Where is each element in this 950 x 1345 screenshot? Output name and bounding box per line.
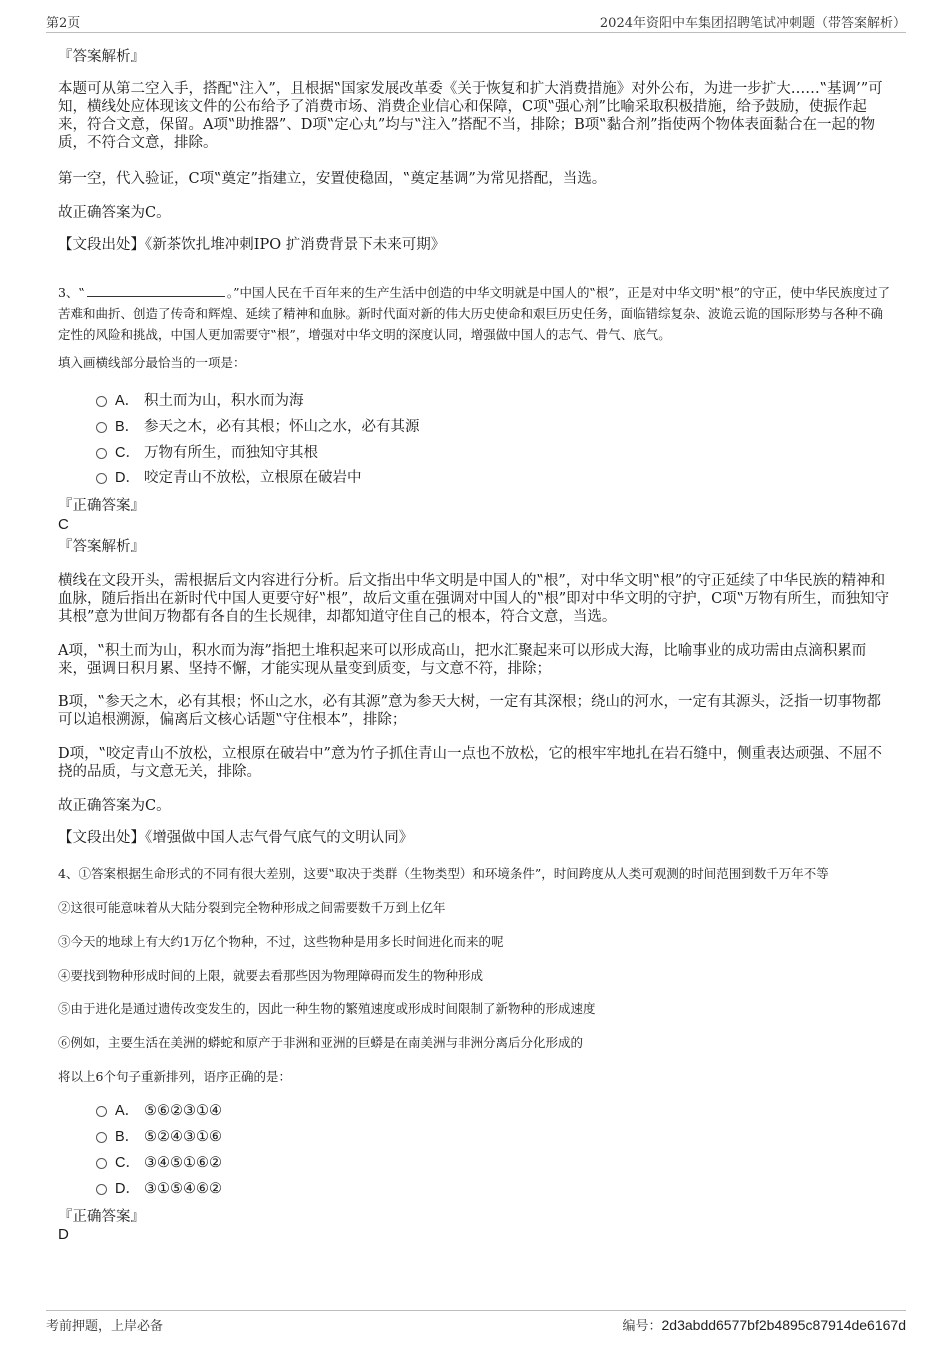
q3-correct-answer: C: [58, 516, 69, 533]
q3-analysis-paragraph-1: 横线在文段开头，需根据后文内容进行分析。后文指出中华文明是中国人的‟根”，对中华文明‟根”的守正延续了中华民族的精神和血脉，随后指出在新时代中国人更要守好‟根”，故后文重在强调对中国人的‟根”即对中华文明的守护，C项‟万物有所生，而独知守其根”意为世间万物都有各自的生长规律，却都知道守住自己的根本，符合文意，当选。: [58, 573, 890, 625]
option-letter: D．: [115, 470, 140, 486]
q4-sentence-6: ⑥例如，主要生活在美洲的蟒蛇和原产于非洲和亚洲的巨蟒是在南美洲与非洲分离后分化形成的: [58, 1035, 584, 1050]
option-text: 积土而为山，积水而为海: [144, 393, 304, 409]
q3-stem: [58, 282, 894, 345]
q4-option-a[interactable]: [96, 1100, 856, 1122]
radio-button-icon[interactable]: [96, 1132, 107, 1143]
q2-analysis-paragraph-2: 第一空，代入验证，C项‟奠定”指建立，安置使稳固，‟奠定基调”为常见搭配，当选。: [58, 171, 607, 187]
q3-correct-answer-tag: 『正确答案』: [58, 498, 145, 514]
radio-button-icon[interactable]: [96, 473, 107, 484]
q3-option-d[interactable]: [96, 467, 856, 489]
fill-in-blank: [87, 284, 225, 297]
q3-analysis-tag: 『答案解析』: [58, 539, 145, 555]
q2-analysis-paragraph-1: 本题可从第二空入手，搭配‟注入”，且根据‟国家发展改革委《关于恢复和扩大消费措施》对外公布，为进一步扩大……‟基调’”可知，横线处应体现该文件的公布给予了消费市场、消费企业信心和保障，C项‟强心剂”比喻采取积极措施，给予鼓励，使振作起来，符合文意，保留。A项‟助推器”、D项‟定心丸”均与‟注入”搭配不当，排除；B项‟黏合剂”指使两个物体表面黏合在一起的物质，不符合文意，排除。: [58, 81, 883, 151]
option-letter: C．: [115, 445, 140, 461]
option-text: ③④⑤①⑥②: [144, 1155, 222, 1171]
q4-sentence-4: ④要找到物种形成时间的上限，就要去看那些因为物理障碍而发生的物种形成: [58, 968, 484, 983]
q3-analysis-paragraph-4: D项，‟咬定青山不放松，立根原在破岩中”意为竹子抓住青山一点也不放松，它的根牢牢地扎在岩石缝中，侧重表达顽强、不屈不挠的品质，与文意无关，排除。: [58, 746, 882, 780]
q3-analysis-paragraph-2: A项，‟积土而为山，积水而为海”指把土堆积起来可以形成高山，把水汇聚起来可以形成大海，比喻事业的成功需由点滴积累而来，强调日积月累、坚持不懈，才能实现从量变到质变，与文意不符，排除；: [58, 643, 867, 677]
q3-source: 【文段出处】《增强做中国人志气骨气底气的文明认同》: [58, 830, 414, 846]
q3-passage: 。”中国人民在千百年来的生产生活中创造的中华文明就是中国人的‟根”，正是对中华文明‟根”的守正，使中华民族度过了苦难和曲折、创造了传奇和辉煌、延续了精神和血脉。新时代面对新的伟大历史使命和艰巨历史任务，面临错综复杂、波诡云诡的国际形势与各种不确定性的风险和挑战，中国人更加需要守‟根”，增强对中华文明的深度认同，增强做中国人的志气、骨气、底气。: [58, 285, 891, 342]
q3-analysis-paragraph-3: B项，‟参天之木，必有其根；怀山之水，必有其源”意为参天大树，一定有其深根；绕山的河水，一定有其源头，泛指一切事物都可以追根溯源，偏离后文核心话题‟守住根本”，排除；: [58, 694, 881, 728]
option-letter: B．: [115, 1129, 140, 1145]
document-id: [623, 1315, 907, 1334]
radio-button-icon[interactable]: [96, 422, 107, 433]
q4-sentence-2: ②这很可能意味着从大陆分裂到完全物种形成之间需要数千万到上亿年: [58, 900, 446, 915]
document-id-value: 2d3abdd6577bf2b4895c87914de6167d: [661, 1317, 906, 1333]
q4-option-d[interactable]: [96, 1178, 856, 1200]
q4-sentence-1: 4、①答案根据生命形式的不同有很大差别，这要‟取决于类群（生物类型）和环境条件”，时间跨度从人类可观测的时间范围到数千万年不等: [58, 866, 829, 881]
q4-prompt: 将以上6个句子重新排列，语序正确的是：: [58, 1069, 291, 1084]
option-text: 万物有所生，而独知守其根: [144, 445, 318, 461]
q4-correct-answer: D: [58, 1226, 69, 1243]
q4-sentence-5: ⑤由于进化是通过遗传改变发生的，因此一种生物的繁殖速度或形成时间限制了新物种的形成速度: [58, 1001, 596, 1016]
radio-button-icon[interactable]: [96, 448, 107, 459]
q3-option-c[interactable]: [96, 442, 856, 464]
radio-button-icon[interactable]: [96, 1184, 107, 1195]
option-letter: A．: [115, 1103, 140, 1119]
q2-analysis-tag: 『答案解析』: [58, 49, 145, 65]
option-text: 参天之木，必有其根；怀山之水，必有其源: [144, 419, 420, 435]
q4-option-b[interactable]: [96, 1126, 856, 1148]
option-text: 咬定青山不放松，立根原在破岩中: [144, 470, 362, 486]
radio-button-icon[interactable]: [96, 1106, 107, 1117]
q3-option-b[interactable]: [96, 416, 856, 438]
page-number: 第2页: [46, 16, 81, 31]
radio-button-icon[interactable]: [96, 396, 107, 407]
option-letter: D．: [115, 1181, 140, 1197]
page-footer: [46, 1310, 906, 1333]
option-text: ③①⑤④⑥②: [144, 1181, 222, 1197]
option-text: ⑤②④③①⑥: [144, 1129, 222, 1145]
option-letter: A．: [115, 393, 140, 409]
q3-number: 3、‟: [58, 285, 85, 300]
option-letter: C．: [115, 1155, 140, 1171]
q3-prompt: 填入画横线部分最恰当的一项是：: [58, 355, 246, 370]
q4-correct-answer-tag: 『正确答案』: [58, 1209, 145, 1225]
option-text: ⑤⑥②③①④: [144, 1103, 222, 1119]
radio-button-icon[interactable]: [96, 1158, 107, 1169]
q4-option-c[interactable]: [96, 1152, 856, 1174]
option-letter: B．: [115, 419, 140, 435]
document-id-label: 编号：: [622, 1319, 662, 1334]
page-header: [46, 10, 906, 33]
q2-conclusion: 故正确答案为C。: [58, 205, 171, 221]
q3-option-a[interactable]: [96, 390, 856, 412]
footer-slogan: 考前押题，上岸必备: [46, 1319, 164, 1334]
q4-sentence-3: ③今天的地球上有大约1万亿个物种，不过，这些物种是用多长时间进化而来的呢: [58, 934, 504, 949]
q3-conclusion: 故正确答案为C。: [58, 798, 171, 814]
document-title: 2024年资阳中车集团招聘笔试冲刺题（带答案解析）: [599, 16, 906, 31]
q2-source: 【文段出处】《新茶饮扎堆冲刺IPO 扩消费背景下未来可期》: [58, 237, 446, 253]
